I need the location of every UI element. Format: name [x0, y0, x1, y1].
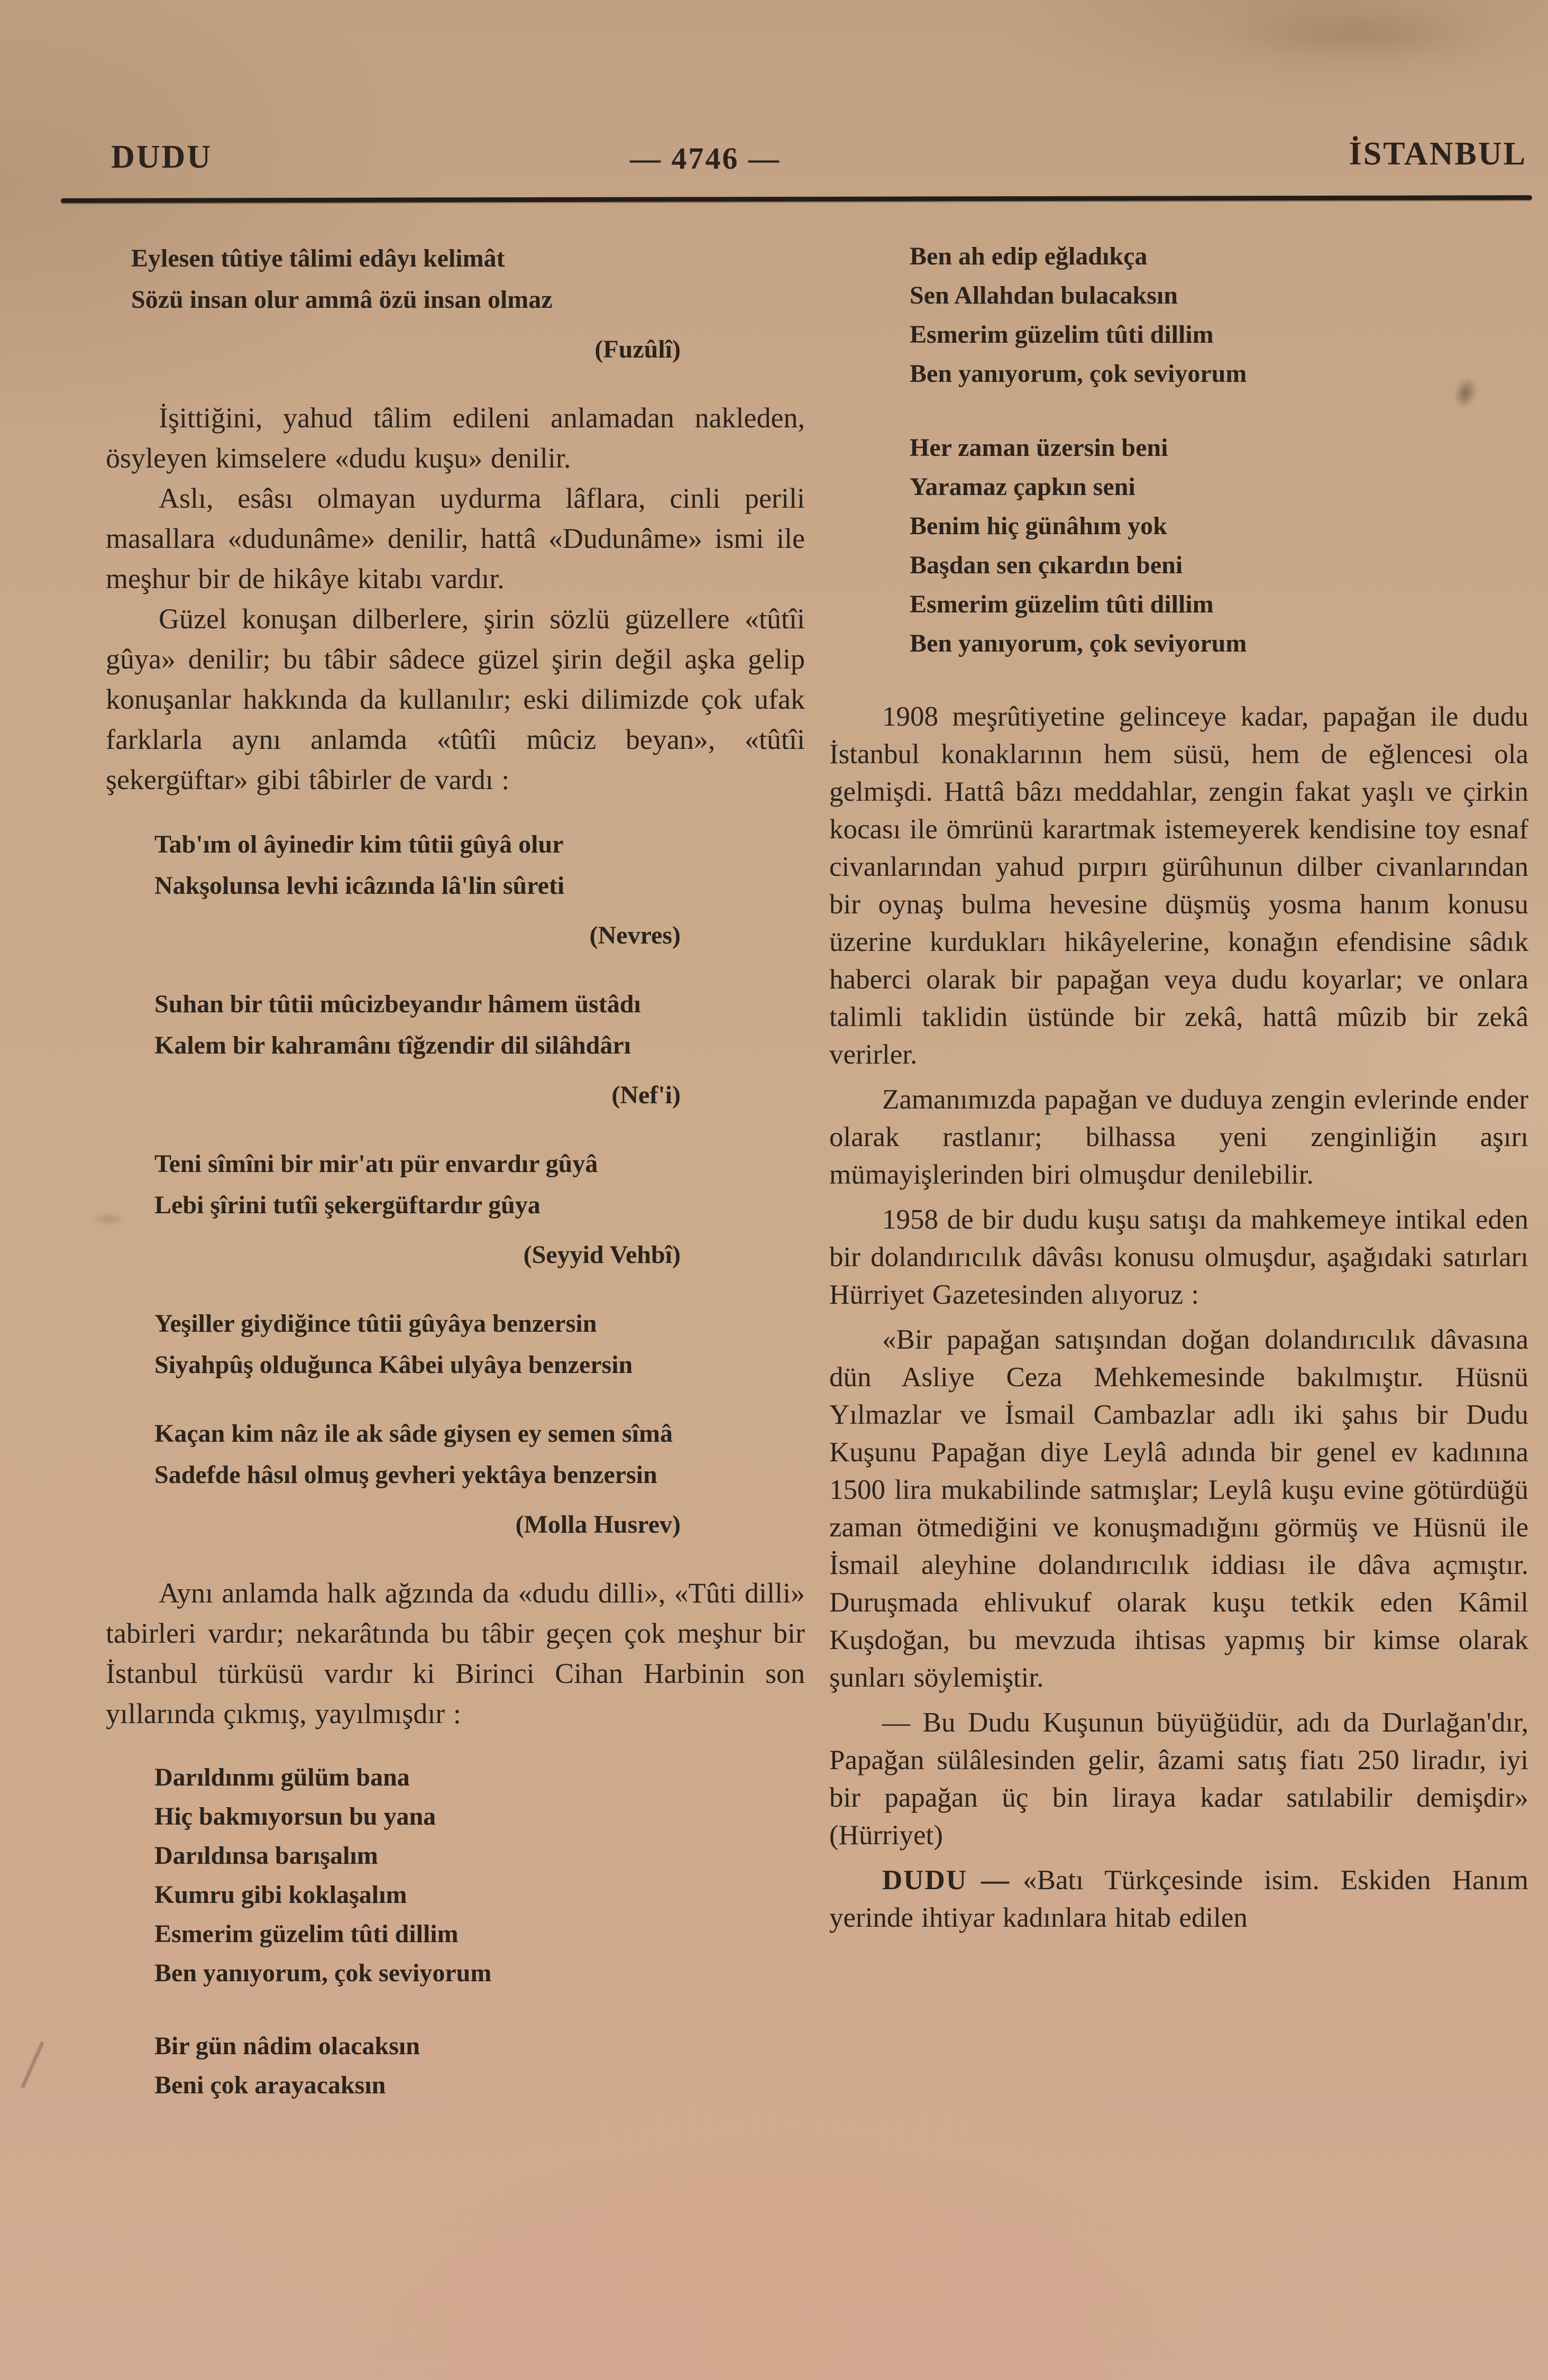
- verse-seyyid-vehbi: [154, 1143, 805, 1276]
- song-line: Benim hiç günâhım yok: [910, 512, 1167, 540]
- song-line: Sen Allahdan bulacaksın: [910, 281, 1178, 309]
- header-rule: [61, 195, 1532, 203]
- song-bir-gun-nadim: [154, 2027, 805, 2105]
- verse-molla-husrev: [154, 1413, 805, 1545]
- verse-nevres: [154, 824, 805, 956]
- song-line: Hiç bakmıyorsun bu yana: [154, 1802, 436, 1830]
- song-line: Darıldınmı gülüm bana: [154, 1763, 410, 1791]
- song-line: Ben yanıyorum, çok seviyorum: [910, 360, 1247, 388]
- song-line: Darıldınsa barışalım: [154, 1842, 378, 1870]
- song-line: Esmerim güzelim tûti dillim: [910, 590, 1214, 618]
- song-line: Ben ah edip eğladıkça: [910, 242, 1148, 270]
- song-line: Ben yanıyorum, çok seviyorum: [154, 1959, 492, 1987]
- verse-line: Teni sîmîni bir mir'atı pür envardır gûyâ: [154, 1150, 598, 1178]
- verse-attribution: (Molla Husrev): [515, 1511, 681, 1539]
- verse-line: Sadefde hâsıl olmuş gevheri yektâya benzersin: [154, 1461, 657, 1489]
- song-her-zaman: [910, 428, 1528, 663]
- paragraph-hurriyet-haberi: «Bir papağan satışından doğan dolandırıcılık dâvasına dün Asliye Ceza Mehkemesinde bakılmıştır. Hüsnü Yılmazlar ve İsmail Cambazlar adlı iki şahıs bir Dudu Kuşunu Papağan diye Leylâ adında bir genel ev kadınına 1500 lira mukabilinde satmışlar; Leylâ kuşu evine götürdüğü zaman ötmediğini ve konuşmadığını görmüş ve Hüsnü ile İsmail aleyhine dolandırıcılık iddiası ile dâva açmıştır. Duruşmada ehlivukuf olarak kuşu tetkik eden Kâmil Kuşdoğan, bu mevzuda ihtisas yapmış bir kimse olarak şunları söylemiştir.: [829, 1324, 1528, 1693]
- verse-line: Lebi şîrini tutîi şekergüftardır gûya: [154, 1191, 541, 1219]
- song-line: Esmerim güzelim tûti dillim: [154, 1920, 459, 1948]
- verse-line: Nakşolunsa levhi icâzında lâ'lin sûreti: [154, 872, 565, 900]
- verse-line: Sözü insan olur ammâ özü insan olmaz: [131, 286, 553, 314]
- verse-epigraph: [131, 238, 805, 370]
- paragraph-turku-intro: Aynı anlamda halk ağzında da «dudu dilli», «Tûti dilli» tabirleri vardır; nekarâtında bu tâbir geçen çok meşhur bir İstanbul türküsü vardır ki Birinci Cihan Harbinin son yıllarında çıkmış, yayılmışdır :: [106, 1577, 805, 1729]
- paper-stain: [1190, 0, 1528, 69]
- verse-attribution: (Seyyid Vehbî): [523, 1241, 681, 1269]
- paragraph-duduname: Aslı, esâsı olmayan uydurma lâflara, cinli perili masallara «dudunâme» denilir, hattâ «Dudunâme» ismi ile meşhur bir de hikâye kitabı vardır.: [106, 482, 805, 594]
- paragraph-tutii-guya: Güzel konuşan dilberlere, şirin sözlü güzellere «tûtîi gûya» denilir; bu tâbir sâdece güzel şirin değil aşka gelip konuşanlar hakkında da kullanılır; eski dilimizde çok ufak farklarla aynı anlamda «tûtîi mûciz beyan», «tûtîi şekergüftar» gibi tâbirler de vardı :: [106, 603, 805, 795]
- verse-yesiller: [154, 1303, 805, 1386]
- paragraph-1908: 1908 meşrûtiyetine gelinceye kadar, papağan ile dudu İstanbul konaklarının hem süsü, hem de eğlencesi ola gelmişdi. Hattâ bâzı meddahlar, zengin fakat yaşlı ve çirkin kocası ile ömrünü karartmak istemeyerek kendisine toy esnaf civanlarından yahud pırpırı gürûhunun dilber civanlarından bir oynaş bulma hevesine düşmüş yosma hanım konusu üzerine kurdukları hikâyelerine, konağın efendisine sâdık haberci olarak bir papağan veya dudu koyarlar; ve onlara talimli taklidin üstünde bir zekâ, hattâ mûzib bir zekâ verirler.: [829, 701, 1528, 1070]
- verse-attribution: (Nevres): [589, 921, 681, 949]
- pen-stroke-mark: [21, 2041, 44, 2089]
- paragraph-dudu-kusu: İşittiğini, yahud tâlim edileni anlamadan nakleden, ösyleyen kimselere «dudu kuşu» denilir.: [106, 402, 805, 474]
- paragraph-zamanimizda: Zamanımızda papağan ve duduya zengin evlerinde ender olarak rastlanır; bilhassa yeni zenginliğin aşırı mümayişlerinden biri olmuşdur denilebilir.: [829, 1084, 1528, 1190]
- song-ben-ah-edip: [910, 237, 1528, 393]
- verse-attribution: (Nef'i): [611, 1081, 681, 1109]
- header-page-number: — 4746 —: [630, 141, 781, 176]
- verse-line: Eylesen tûtiye tâlimi edâyı kelimât: [131, 244, 505, 272]
- verse-line: Siyahpûş olduğunca Kâbei ulyâya benzersin: [154, 1351, 633, 1379]
- song-line: Bir gün nâdim olacaksın: [154, 2032, 420, 2060]
- song-line: Başdan sen çıkardın beni: [910, 551, 1183, 579]
- header-volume-title: İSTANBUL: [1349, 136, 1527, 172]
- paragraph-kusdogan-ifadesi: — Bu Dudu Kuşunun büyüğüdür, adı da Durlağan'dır, Papağan sülâlesinden gelir, âzami satış fiatı 250 liradır, iyi bir papağan üç bin liraya kadar satılabilir demişdir» (Hürriyet): [829, 1707, 1528, 1851]
- song-line: Kumru gibi koklaşalım: [154, 1881, 407, 1909]
- song-line: Yaramaz çapkın seni: [910, 473, 1135, 501]
- verse-line: Tab'ım ol âyinedir kim tûtii gûyâ olur: [154, 830, 564, 858]
- entry-dash: —: [981, 1865, 1010, 1896]
- entry-term: DUDU: [882, 1865, 968, 1896]
- song-line: Esmerim güzelim tûti dillim: [910, 321, 1214, 349]
- verse-line: Yeşiller giydiğince tûtii gûyâya benzersin: [154, 1310, 597, 1338]
- left-column: [106, 224, 805, 2132]
- paragraph-1958-dava: 1958 de bir dudu kuşu satışı da mahkemeye intikal eden bir dolandırıcılık dâvâsı konusu olmuşdur, aşağıdaki satırları Hürriyet Gazetesinden alıyoruz :: [829, 1204, 1528, 1310]
- song-line: Ben yanıyorum, çok seviyorum: [910, 629, 1247, 657]
- song-line: Her zaman üzersin beni: [910, 434, 1168, 462]
- right-column: [829, 224, 1528, 1937]
- verse-line: Kaçan kim nâz ile ak sâde giysen ey semen sîmâ: [154, 1420, 673, 1448]
- verse-nefi: [154, 984, 805, 1116]
- verse-line: Suhan bir tûtii mûcizbeyandır hâmem üstâdı: [154, 990, 641, 1018]
- song-darildinmi: [154, 1758, 805, 1993]
- header-entry-word: DUDU: [111, 139, 213, 175]
- page-header: [106, 136, 1527, 181]
- song-line: Beni çok arayacaksın: [154, 2071, 386, 2099]
- entry-definition: «Batı Türkçesinde isim. Eskiden Hanım yerinde ihtiyar kadınlara hitab edilen: [829, 1865, 1528, 1933]
- entry-dudu: [829, 1862, 1528, 1937]
- verse-line: Kalem bir kahramânı tîğzendir dil silâhdârı: [154, 1031, 631, 1059]
- verse-attribution: (Fuzûlî): [594, 335, 681, 363]
